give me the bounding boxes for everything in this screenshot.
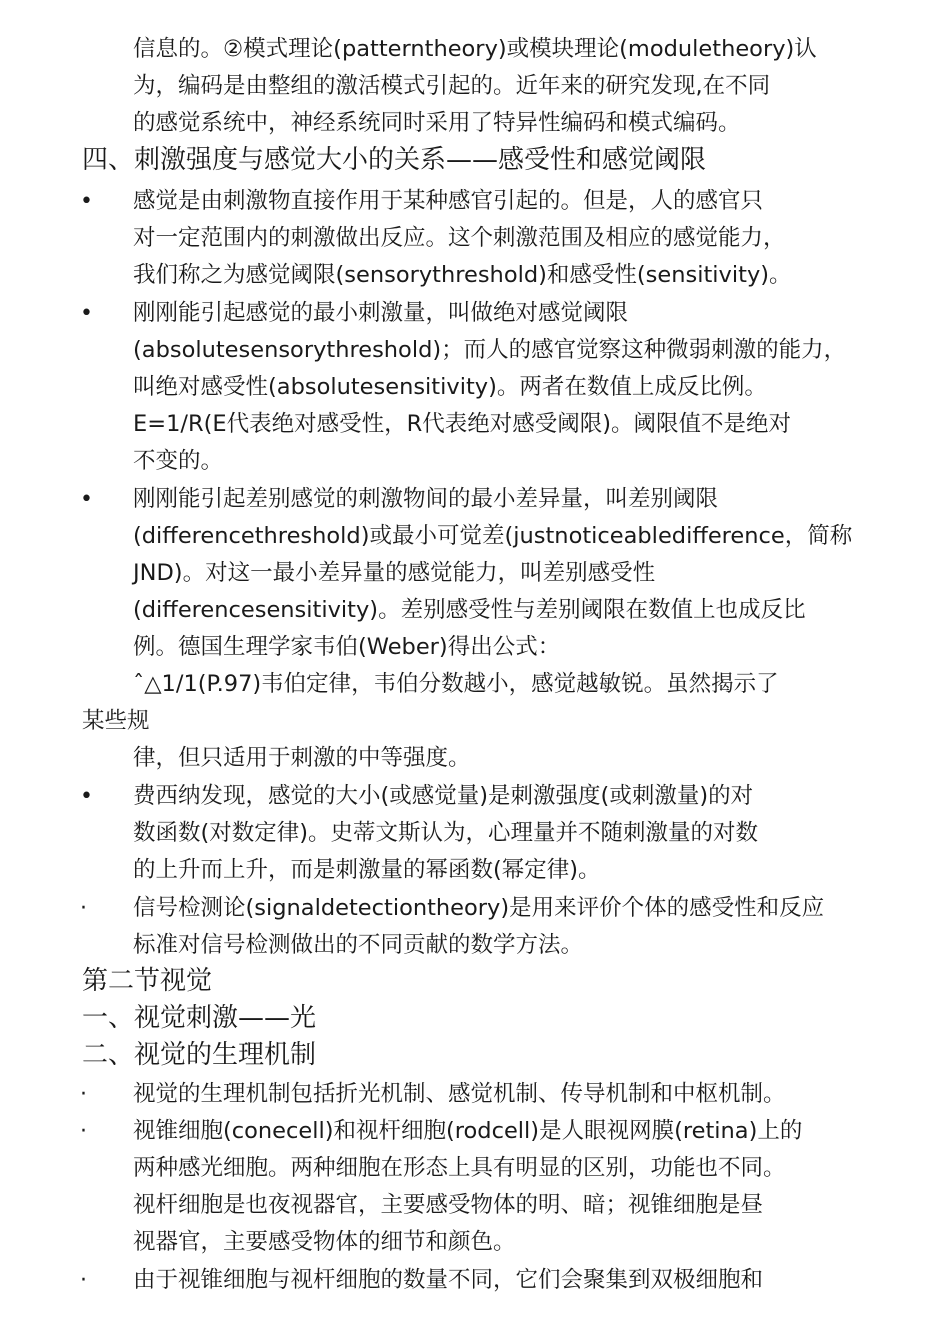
- para-1-line-3: 我们称之为感觉阈限(sensorythreshold)和感受性(sensitivity)。: [133, 262, 792, 288]
- para-4-line-1: 费西纳发现，感觉的大小(或感觉量)是刺激强度(或刺激量)的对: [133, 783, 754, 809]
- subsection-2-heading: 二、视觉的生理机制: [82, 1040, 317, 1070]
- vision-para-2-line-4: 视器官，主要感受物体的细节和颜色。: [133, 1229, 516, 1255]
- para-3-line-2: (differencethreshold)或最小可觉差(justnoticeabledifference，简称: [133, 523, 853, 549]
- para-2-line-1: 刚刚能引起感觉的最小刺激量，叫做绝对感觉阈限: [133, 300, 629, 326]
- intro-line-1: 信息的。②模式理论(patterntheory)或模块理论(moduletheory)认: [133, 36, 817, 62]
- bullet-marker: ·: [80, 1119, 87, 1144]
- para-1-line-1: 感觉是由刺激物直接作用于某种感官引起的。但是，人的感官只: [133, 188, 764, 214]
- para-3-line-6: ˆ△1/1(P.97)韦伯定律，韦伯分数越小，感觉越敏锐。虽然揭示了: [133, 671, 779, 697]
- section-4-heading: 四、刺激强度与感觉大小的关系——感受性和感觉阈限: [82, 145, 707, 175]
- para-2-line-2: (absolutesensorythreshold)；而人的感官觉察这种微弱刺激的能力，: [133, 337, 847, 363]
- vision-para-2-line-3: 视杆细胞是也夜视器官，主要感受物体的明、暗；视锥细胞是昼: [133, 1192, 764, 1218]
- bullet-marker: •: [80, 301, 93, 326]
- para-2-line-3: 叫绝对感受性(absolutesensitivity)。两者在数值上成反比例。: [133, 374, 767, 400]
- vision-para-2-line-1: 视锥细胞(conecell)和视杆细胞(rodcell)是人眼视网膜(retina)上的: [133, 1118, 803, 1144]
- para-3-line-5: 例。德国生理学家韦伯(Weber)得出公式：: [133, 634, 561, 660]
- para-3-line-1: 刚刚能引起差别感觉的刺激物间的最小差异量，叫差别阈限: [133, 486, 719, 512]
- vision-para-1-line-1: 视觉的生理机制包括折光机制、感觉机制、传导机制和中枢机制。: [133, 1081, 786, 1107]
- intro-line-3: 的感觉系统中，神经系统同时采用了特异性编码和模式编码。: [133, 110, 741, 136]
- para-3-line-7: 某些规: [82, 708, 150, 734]
- para-3-line-4: (differencesensitivity)。差别感受性与差别阈限在数值上也成反比: [133, 597, 806, 623]
- bullet-marker: •: [80, 189, 93, 214]
- para-5-line-2: 标准对信号检测做出的不同贡献的数学方法。: [133, 932, 584, 958]
- intro-line-2: 为，编码是由整组的激活模式引起的。近年来的研究发现,在不同: [133, 73, 771, 99]
- para-3-line-8: 律，但只适用于刺激的中等强度。: [133, 745, 471, 771]
- para-2-line-5: 不变的。: [133, 448, 224, 474]
- vision-para-3-line-1: 由于视锥细胞与视杆细胞的数量不同，它们会聚集到双极细胞和: [133, 1267, 764, 1293]
- para-5-line-1: 信号检测论(signaldetectiontheory)是用来评价个体的感受性和反应: [133, 895, 825, 921]
- para-4-line-3: 的上升而上升，而是刺激量的幂函数(幂定律)。: [133, 857, 601, 883]
- para-1-line-2: 对一定范围内的刺激做出反应。这个刺激范围及相应的感觉能力，: [133, 225, 786, 251]
- bullet-marker: ·: [80, 896, 87, 921]
- vision-para-2-line-2: 两种感光细胞。两种细胞在形态上具有明显的区别，功能也不同。: [133, 1155, 786, 1181]
- bullet-marker: •: [80, 487, 93, 512]
- para-4-line-2: 数函数(对数定律)。史蒂文斯认为，心理量并不随刺激量的对数: [133, 820, 759, 846]
- bullet-marker: ·: [80, 1082, 87, 1107]
- subsection-1-heading: 一、视觉刺激——光: [82, 1003, 317, 1033]
- bullet-marker: ·: [80, 1268, 87, 1293]
- section-heading: 第二节视觉: [82, 966, 213, 996]
- para-2-line-4: E=1/R(E代表绝对感受性，R代表绝对感受阈限)。阈限值不是绝对: [133, 411, 792, 437]
- para-3-line-3: JND)。对这一最小差异量的感觉能力，叫差别感受性: [133, 560, 656, 586]
- bullet-marker: •: [80, 784, 93, 809]
